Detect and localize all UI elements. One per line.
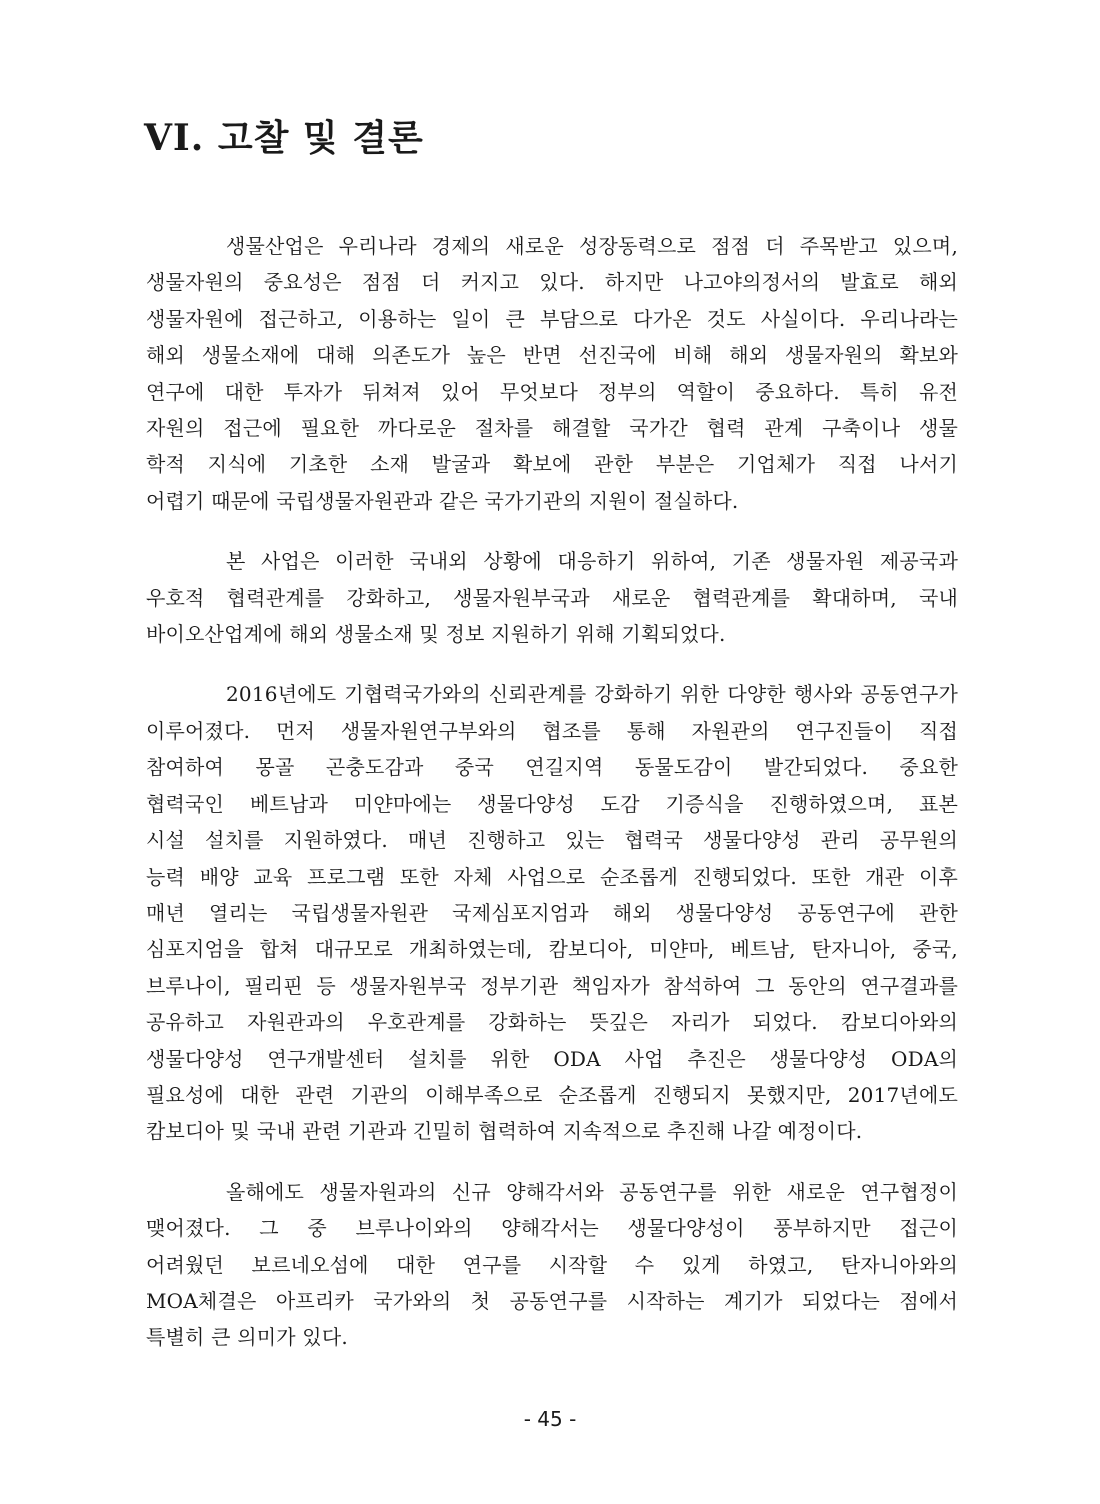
paragraph-line: 이루어졌다. 먼저 생물자원연구부와의 협조를 통해 자원관의 연구진들이 직접 bbox=[146, 718, 958, 743]
paragraph-3 bbox=[146, 676, 958, 1149]
paragraph-line: 참여하여 몽골 곤충도감과 중국 연길지역 동물도감이 발간되었다. 중요한 bbox=[146, 755, 958, 780]
section-title: VI. 고찰 및 결론 bbox=[144, 117, 424, 159]
paragraph-line: 매년 열리는 국립생물자원관 국제심포지엄과 해외 생물다양성 공동연구에 관한 bbox=[146, 900, 958, 925]
paragraph-1 bbox=[146, 228, 958, 519]
paragraph-line: 시설 설치를 지원하였다. 매년 진행하고 있는 협력국 생물다양성 관리 공무원의 bbox=[146, 828, 958, 853]
paragraph-line: 협력국인 베트남과 미얀마에는 생물다양성 도감 기증식을 진행하였으며, 표본 bbox=[146, 791, 958, 816]
paragraph-line: 자원의 접근에 필요한 까다로운 절차를 해결할 국가간 협력 관계 구축이나 생물 bbox=[146, 416, 958, 441]
paragraph-2 bbox=[146, 543, 958, 652]
paragraph-4 bbox=[146, 1174, 958, 1356]
paragraph-line: 생물자원의 중요성은 점점 더 커지고 있다. 하지만 나고야의정서의 발효로 해외 bbox=[146, 270, 958, 295]
paragraph-line: 연구에 대한 투자가 뒤쳐져 있어 무엇보다 정부의 역할이 중요하다. 특히 유전 bbox=[146, 379, 958, 404]
paragraph-line: 공유하고 자원관과의 우호관계를 강화하는 뜻깊은 자리가 되었다. 캄보디아와의 bbox=[146, 1010, 958, 1035]
page-number: - 45 - bbox=[523, 1407, 577, 1431]
paragraph-line: 능력 배양 교육 프로그램 또한 자체 사업으로 순조롭게 진행되었다. 또한 개관 이후 bbox=[146, 864, 958, 889]
paragraph-line: 본 사업은 이러한 국내외 상황에 대응하기 위하여, 기존 생물자원 제공국과 bbox=[226, 549, 958, 574]
body-text bbox=[146, 228, 958, 1380]
paragraph-line: 심포지엄을 합쳐 대규모로 개최하였는데, 캄보디아, 미얀마, 베트남, 탄자니아, 중국, bbox=[146, 937, 958, 962]
paragraph-line: 어렵기 때문에 국립생물자원관과 같은 국가기관의 지원이 절실하다. bbox=[146, 488, 739, 513]
paragraph-line: 맺어졌다. 그 중 브루나이와의 양해각서는 생물다양성이 풍부하지만 접근이 bbox=[146, 1216, 958, 1241]
paragraph-line: 생물다양성 연구개발센터 설치를 위한 ODA 사업 추진은 생물다양성 ODA의 bbox=[146, 1046, 958, 1071]
paragraph-line: MOA체결은 아프리카 국가와의 첫 공동연구를 시작하는 계기가 되었다는 점에서 bbox=[146, 1288, 958, 1313]
paragraph-line: 특별히 큰 의미가 있다. bbox=[146, 1325, 348, 1350]
paragraph-line: 필요성에 대한 관련 기관의 이해부족으로 순조롭게 진행되지 못했지만, 2017년에도 bbox=[146, 1082, 958, 1107]
paragraph-line: 어려웠던 보르네오섬에 대한 연구를 시작할 수 있게 하였고, 탄자니아와의 bbox=[146, 1252, 958, 1277]
paragraph-line: 2016년에도 기협력국가와의 신뢰관계를 강화하기 위한 다양한 행사와 공동연구가 bbox=[226, 682, 958, 707]
paragraph-line: 올해에도 생물자원과의 신규 양해각서와 공동연구를 위한 새로운 연구협정이 bbox=[226, 1179, 958, 1204]
paragraph-line: 캄보디아 및 국내 관련 기관과 긴밀히 협력하여 지속적으로 추진해 나갈 예정이다. bbox=[146, 1119, 863, 1144]
paragraph-line: 생물산업은 우리나라 경제의 새로운 성장동력으로 점점 더 주목받고 있으며, bbox=[226, 234, 958, 258]
paragraph-line: 생물자원에 접근하고, 이용하는 일이 큰 부담으로 다가온 것도 사실이다. 우리나라는 bbox=[146, 306, 958, 331]
paragraph-line: 학적 지식에 기초한 소재 발굴과 확보에 관한 부분은 기업체가 직접 나서기 bbox=[146, 452, 958, 477]
paragraph-line: 브루나이, 필리핀 등 생물자원부국 정부기관 책임자가 참석하여 그 동안의 연구결과를 bbox=[146, 973, 958, 998]
paragraph-line: 해외 생물소재에 대해 의존도가 높은 반면 선진국에 비해 해외 생물자원의 확보와 bbox=[146, 343, 958, 368]
paragraph-line: 우호적 협력관계를 강화하고, 생물자원부국과 새로운 협력관계를 확대하며, 국내 bbox=[146, 585, 958, 610]
paragraph-line: 바이오산업계에 해외 생물소재 및 정보 지원하기 위해 기획되었다. bbox=[146, 622, 726, 647]
